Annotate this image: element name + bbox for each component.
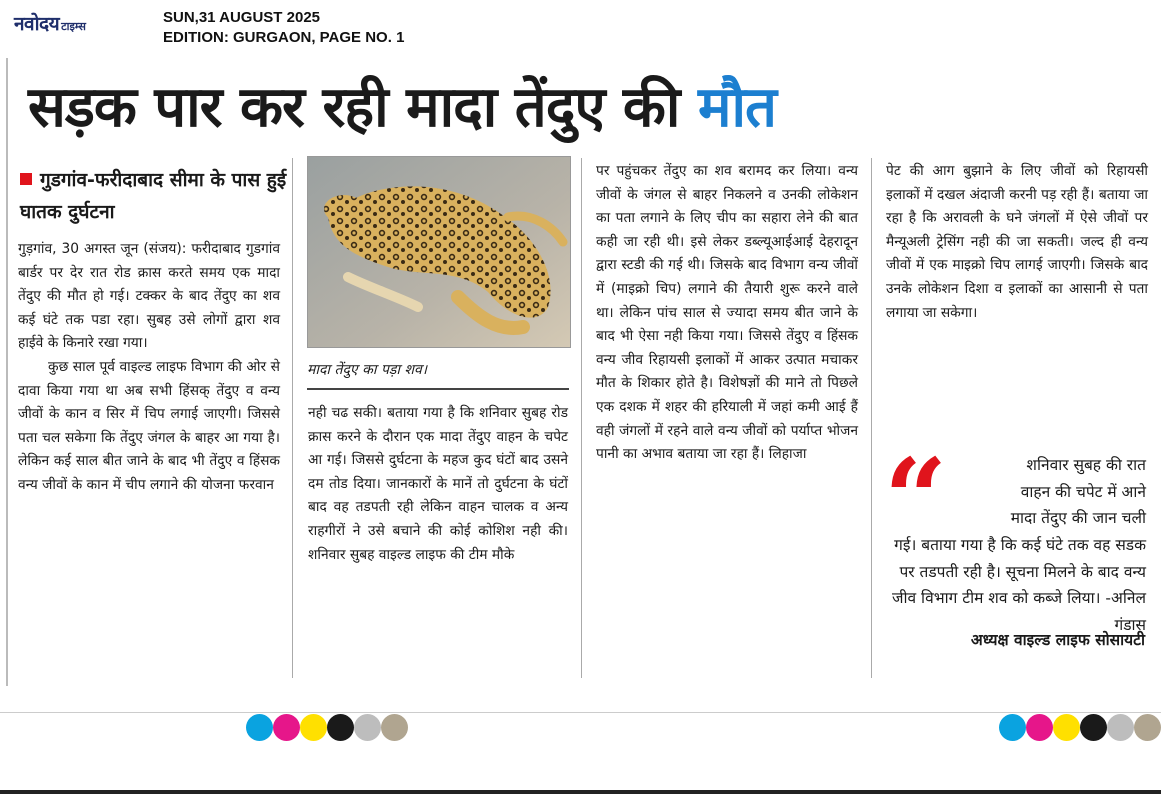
column-1 [18, 238, 280, 498]
column-divider [581, 158, 582, 678]
edition-info: EDITION: GURGAON, PAGE NO. 1 [163, 29, 405, 46]
pull-quote-body [888, 532, 1146, 638]
photo-caption: मादा तेंदुए का पड़ा शव। [307, 362, 428, 378]
masthead-bar [0, 0, 1161, 58]
column-3-text: पर पहुंचकर तेंदुए का शव बरामद कर लिया। वन्य जीवों के जंगल से बाहर निकलने व उनकी लोकेशन का पता लगाने के लिए चीप का सहारा लेने की बात कही जा रही थी। इसे लेकर डब्ल्यूआईआई देहरादून द्वारा स्टडी की गई थी। जिसके बाद विभाग वन्य जीवों में (माइक्रो चिप) लगाने की तैयारी शुरू करने वाले था। लेकिन पांच साल से ज्यादा समय बीत जाने के बाद भी ऐसा नही किया गया। जिससे तेंदुए व हिंसक वन्य जीव रिहायसी इलाकों में आकर उत्पात मचाकर मौत के शिकार होते है। विशेषज्ञों की माने तो पिछले एक दशक में शहर की हरियाली में जहां कमी आई हैं वही जंगलों में रहने वाले वन्य जीवों को पर्याप्त भोजन पानी का अभाव बताया जा रहा हैं। लिहाजा [596, 163, 858, 463]
logo-sub: टाइम्स [61, 20, 86, 33]
registration-dot-gray [1107, 714, 1134, 741]
registration-dot-gray [354, 714, 381, 741]
newspaper-logo [14, 10, 86, 36]
registration-marks-right [999, 714, 1161, 742]
headline-highlight: मौत [697, 75, 776, 140]
column-divider [292, 158, 293, 678]
registration-dot-tan [1134, 714, 1161, 741]
page-bottom-line [0, 790, 1161, 794]
registration-dot-yellow [1053, 714, 1080, 741]
edition-meta [163, 8, 404, 48]
quote-rest: गई। बताया गया है कि कई घंटे तक वह सडक पर तडपती रही है। सूचना मिलने के बाद वन्य जीव विभाग टीम शव को कब्जे लिया। -अनिल गंडास [892, 536, 1146, 634]
column-1-para-1: गुड़गांव, 30 अगस्त जून (संजय): फरीदाबाद गुडगांव बार्डर पर देर रात रोड क्रास करते समय एक मादा तेंदुए की मौत हो गई। टक्कर के बाद तेंदुए का शव कई घंटे तक पडा रहा। सुबह उसे लोगों द्वारा शव हाईवे के किनारे रखा गया। [18, 241, 280, 352]
column-divider [871, 158, 872, 678]
quote-mark-icon: “ [884, 434, 948, 563]
logo-main: नवोदय [14, 13, 60, 35]
registration-dot-tan [381, 714, 408, 741]
column-4-text: पेट की आग बुझाने के लिए जीवों को रिहायसी इलाकों में दखल अंदाजी करनी पड़ रही हैं। बताया जा रहा है कि अरावली के घने जंगलों में ऐसे जीवों पर मैन्यूअली ट्रेसिंग नही की जा सकती। जल्द ही वन्य जीवों में एक माइक्रो चिप लागई जाएगी। जिसके बाद उनके लोकेशन दिशा व इलाकों का आसानी से पता लगाया जा सकेगा। [886, 163, 1148, 321]
registration-dot-cyan [999, 714, 1026, 741]
registration-dot-black [327, 714, 354, 741]
quote-attribution: अध्यक्ष वाइल्ड लाइफ सोसायटी [970, 631, 1145, 649]
column-4 [886, 160, 1148, 325]
quote-line-2: वाहन की चपेट में आने [1020, 482, 1146, 501]
quote-line-3: मादा तेंदुए की जान चली [1010, 509, 1146, 527]
leopard-image [308, 157, 570, 347]
column-2 [308, 402, 568, 567]
registration-dot-magenta [273, 714, 300, 741]
quote-line-1: शनिवार सुबह की रात [1026, 456, 1146, 474]
headline-text: सड़क पार कर रही मादा तेंदुए की [28, 75, 680, 140]
registration-dot-cyan [246, 714, 273, 741]
bottom-rule [0, 712, 1161, 713]
deck-text: गुडगांव-फरीदाबाद सीमा के पास हुई घातक दुर्घटना [20, 169, 287, 223]
article-deck [20, 164, 290, 228]
registration-dot-black [1080, 714, 1107, 741]
pull-quote-top [960, 452, 1146, 532]
column-2-text: नही चढ सकी। बताया गया है कि शनिवार सुबह रोड क्रास करने के दौरान एक मादा तेंदुए वाहन के चपेट आ गई। जिससे दुर्घटना के महज कुद घंटों बाद उसने दम तोड दिया। जानकारों के मानें तो दुर्घटना के घंटों बाद वह तडपती रही लेकिन वाहन चालक व अन्य राहगीरों ने उसे बचाने की कोई कोशिश नही की। शनिवार सुबह वाइल्ड लाइफ की टीम मौके [308, 405, 568, 563]
registration-dot-yellow [300, 714, 327, 741]
registration-marks-left [246, 714, 416, 742]
registration-dot-magenta [1026, 714, 1053, 741]
edition-date: SUN,31 AUGUST 2025 [163, 9, 321, 26]
leopard-photo [307, 156, 571, 348]
article-headline [28, 68, 1148, 148]
column-3 [596, 160, 858, 467]
caption-rule [307, 388, 569, 390]
bullet-square-icon [20, 173, 32, 185]
column-1-para-2: कुछ साल पूर्व वाइल्ड लाइफ विभाग की ओर से दावा किया गया था अब सभी हिंसक् तेंदुए व वन्य जीवों के कान व सिर में चिप लगाई जाएगी। जिससे पता चल सकेगा कि तेंदुए जंगल के बाहर आ गया है। लेकिन कई साल बीत जाने के बाद भी तेंदुए व हिंसक वन्य जीवों के कान में चीप लगाने की योजना फरवान [18, 358, 280, 493]
